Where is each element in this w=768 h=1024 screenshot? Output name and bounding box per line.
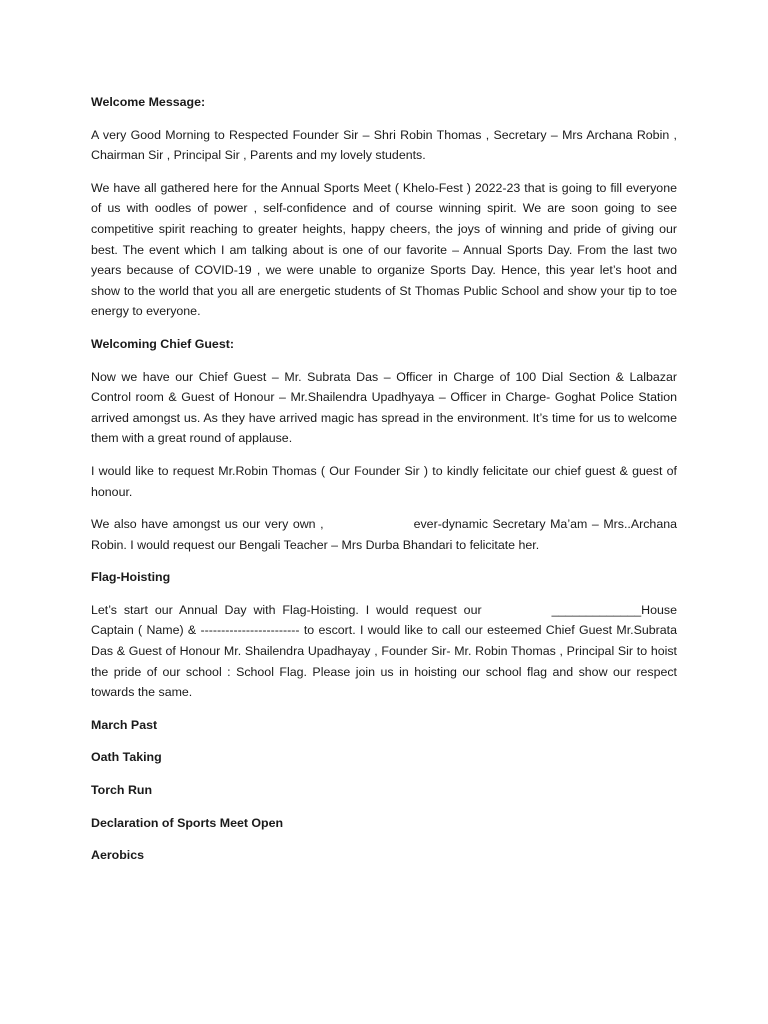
flag-text-start: Let’s start our Annual Day with Flag-Hoisting. I would request our [91, 602, 482, 617]
flag-hoisting-heading: Flag-Hoisting [91, 570, 171, 585]
welcome-greeting: A very Good Morning to Respected Founder Sir – Shri Robin Thomas , Secretary – Mrs Archana Robin , Chairman Sir , Principal Sir , Parents and my lovely students. [91, 127, 677, 163]
welcome-heading: Welcome Message: [91, 95, 206, 109]
torch-run-item: Torch Run [91, 783, 153, 798]
declaration-item: Declaration of Sports Meet Open [91, 815, 284, 830]
welcome-body: We have all gathered here for the Annual Sports Meet ( Khelo-Fest ) 2022-23 that is going to fill everyone of us with oodles of power , self-confidence and of course winning spirit. We are soon going to see competitive spirit reaching to greater heights, happy cheers, the joys of winning and pride of giving our best. The event which I am talking about is one of our favorite – Annual Sports Day. From the last two years because of COVID-19 , we were unable to organize Sports Day. Hence, this year let’s hoot and show to the world that you all are energetic students of St Thomas Public School and show your tip to toe energy to everyone. [91, 180, 677, 319]
aerobics-item: Aerobics [91, 848, 145, 863]
flag-hoisting-paragraph [91, 600, 677, 703]
flag-text-end: _____________House Captain ( Name) & ------------------------ to escort. I would like to call our esteemed Chief Guest Mr.Subrata Das & Guest of Honour Mr. Shailendra Upadhayay , Founder Sir- Mr. Robin Thomas , Principal Sir to hoist the pride of our school : School Flag. Please join us in hoisting our school flag and show our respect towards the same. [91, 602, 677, 700]
secretary-paragraph [91, 514, 677, 555]
oath-taking-item: Oath Taking [91, 750, 162, 765]
chief-guest-heading: Welcoming Chief Guest: [91, 336, 234, 351]
chief-guest-intro: Now we have our Chief Guest – Mr. Subrata Das – Officer in Charge of 100 Dial Section & Lalbazar Control room & Guest of Honour – Mr.Shailendra Upadhyaya – Officer in Charge- Goghat Police Station arrived amongst us. As they have arrived magic has spread in the environment. It’s time for us to welcome them with a great round of applause. [91, 369, 677, 446]
secretary-text-start: We also have amongst us our very own , [91, 517, 324, 532]
secretary-text-end: ever-dynamic Secretary Ma’am – Mrs..Archana Robin. I would request our Bengali Teacher – Mrs Durba Bhandari to felicitate her. [91, 517, 677, 552]
felicitation-request: I would like to request Mr.Robin Thomas ( Our Founder Sir ) to kindly felicitate our chief guest & guest of honour. [91, 463, 677, 499]
document-page [91, 92, 677, 878]
march-past-item: March Past [91, 717, 158, 732]
